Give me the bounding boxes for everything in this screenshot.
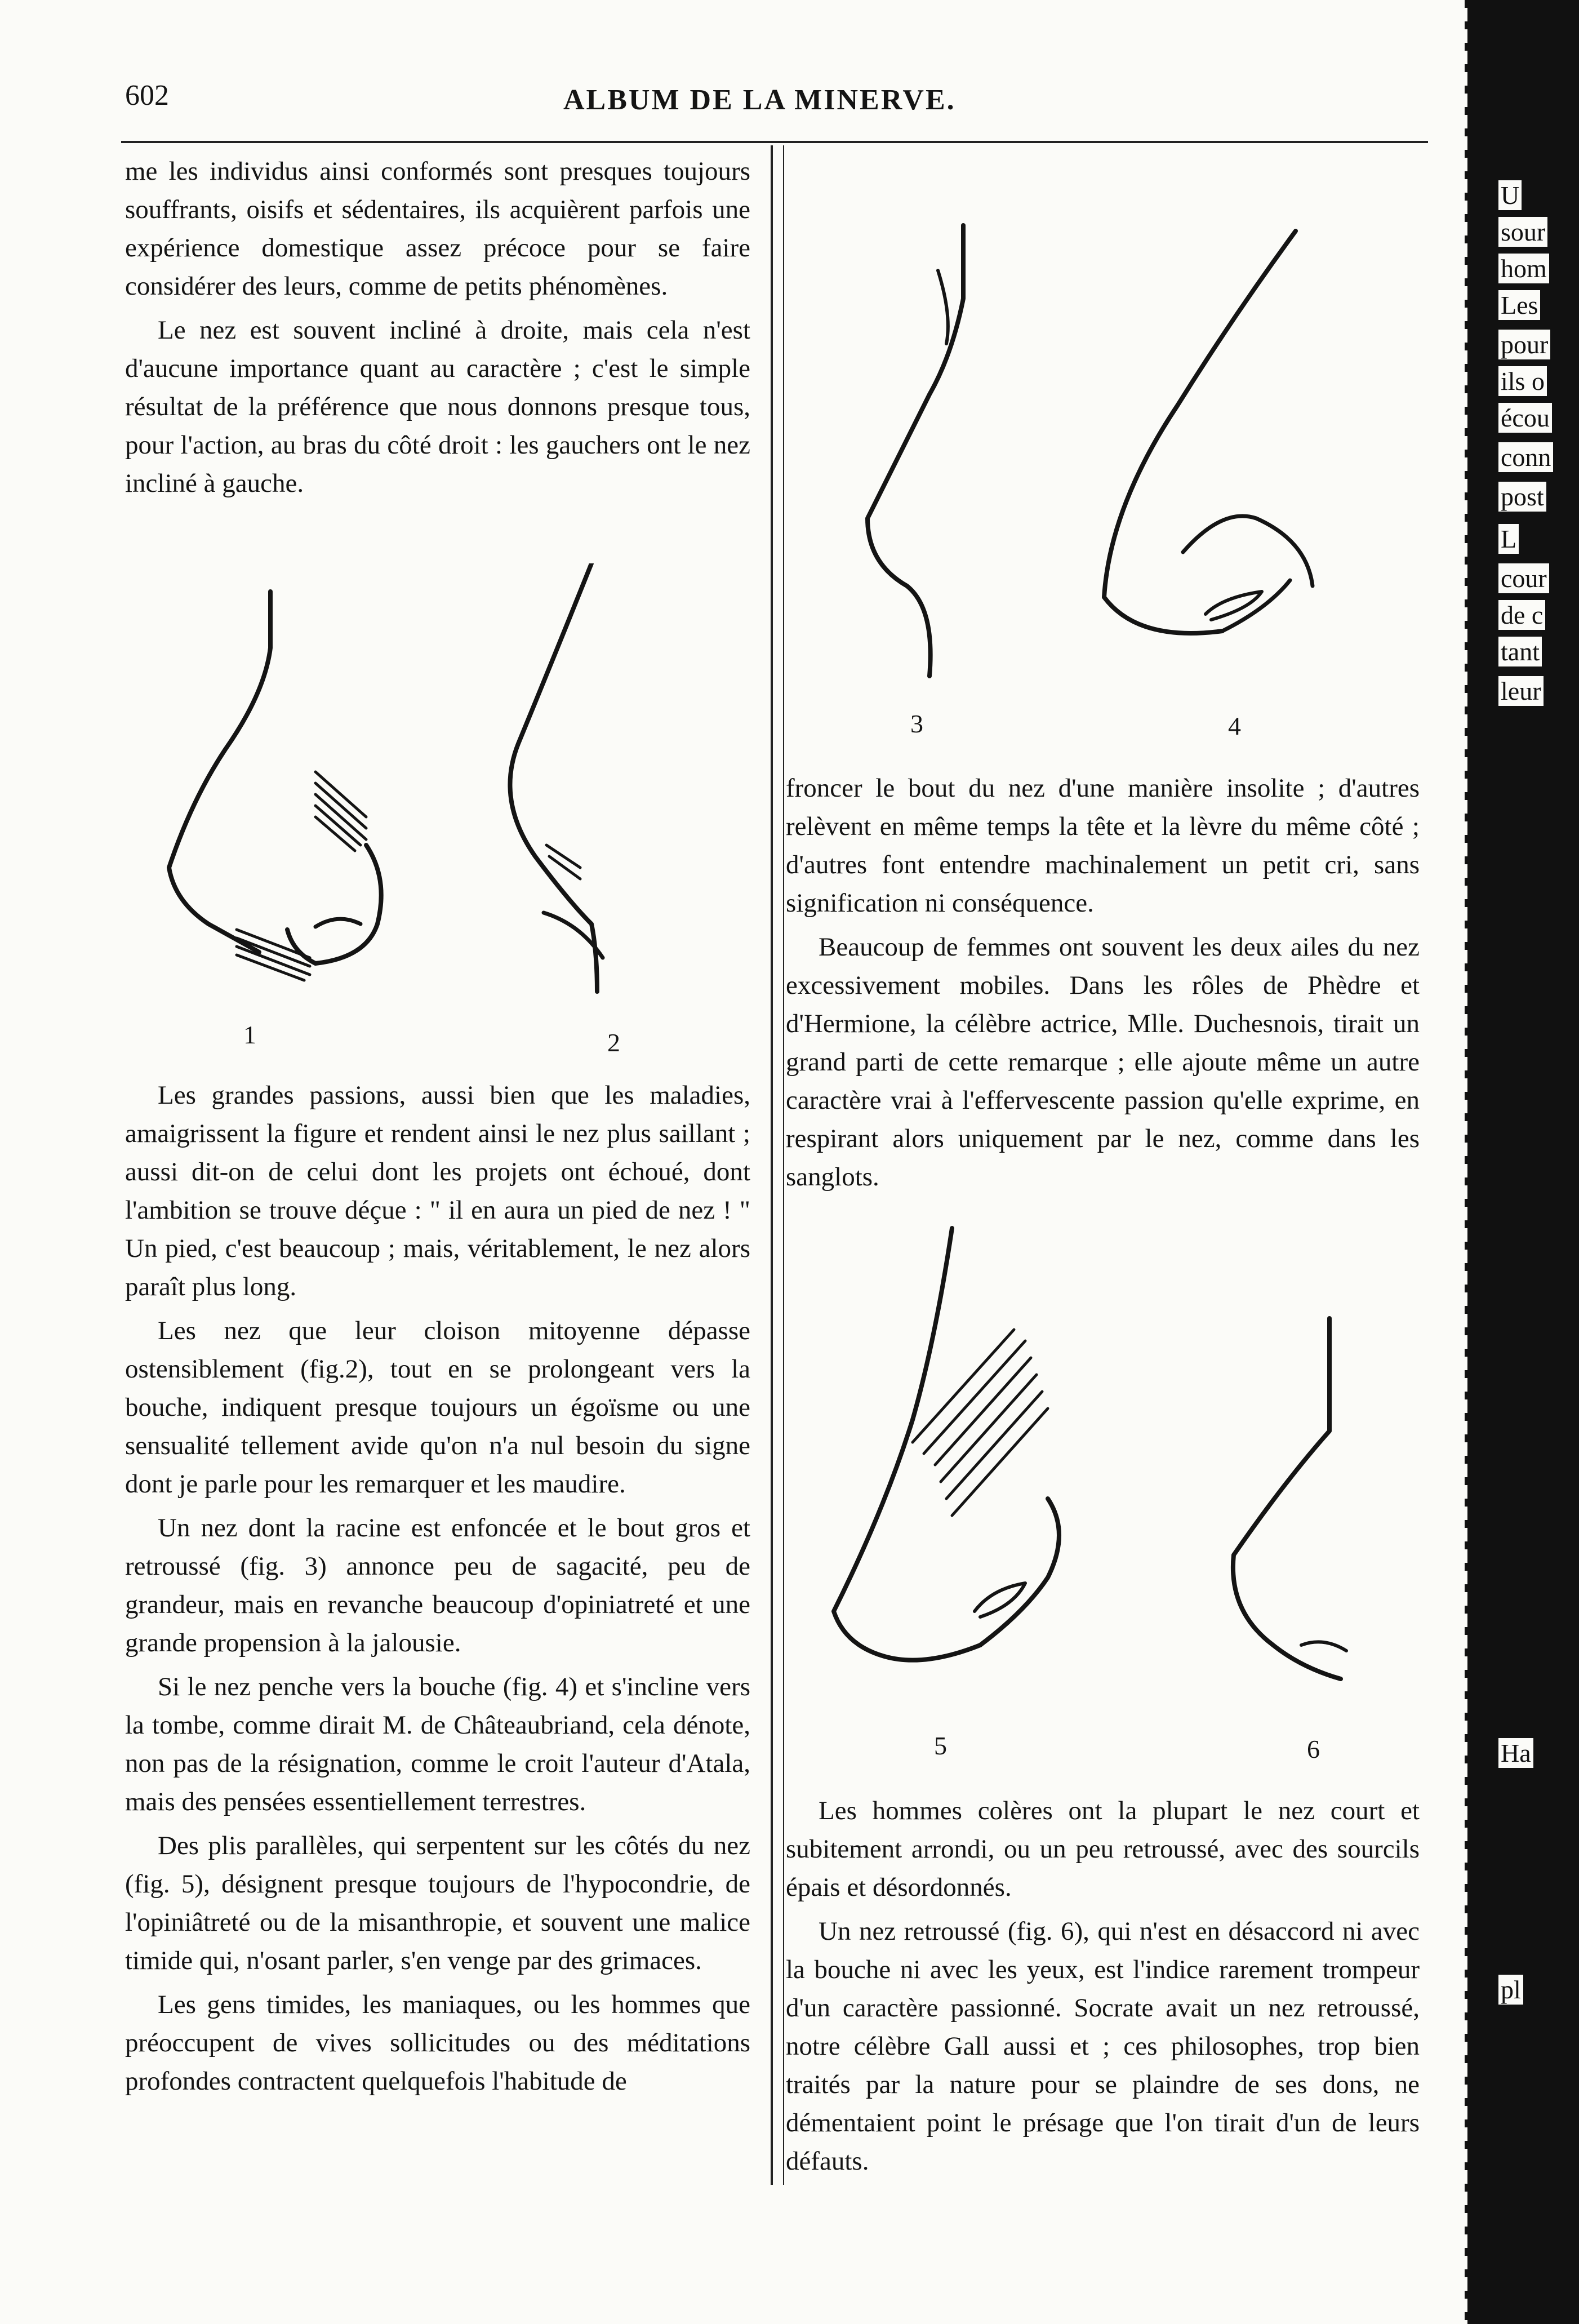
column-divider — [771, 145, 773, 2185]
paragraph: me les individus ainsi conformés sont presques toujours souffrants, oisifs et sédentaires, ils acquièrent parfois une expérience domestique assez précoce pour se faire considérer des leurs, comme de petits phénomènes. — [125, 157, 750, 301]
fig6-nostril-curl — [1301, 1642, 1346, 1651]
scan-noise — [1465, 0, 1471, 2324]
figure-label-4: 4 — [1228, 712, 1241, 740]
fig4-nostril-opening — [1206, 592, 1262, 620]
adjacent-page-fragment: pour — [1498, 330, 1550, 359]
fig5-hatching — [913, 1330, 1048, 1516]
figure-5-6-nose-drawings — [811, 1217, 1420, 1713]
fig2-profile-line — [510, 563, 597, 992]
paragraph: Si le nez penche vers la bouche (fig. 4) et s'incline vers la tombe, comme dirait M. de Châteaubriand, cela dénote, non pas de la résignation, comme le croit l'auteur d'Atala, mais des pensées essentiellement terrestres. — [125, 1672, 750, 1816]
paragraph: Les nez que leur cloison mitoyenne dépasse ostensiblement (fig.2), tout en se prolongeant vers la bouche, indiquent presque toujours un égoïsme ou une sensualité tellement avide qu'on n'a nul besoin du signe dont je parle pour les remarquer et les maudire. — [125, 1316, 750, 1499]
adjacent-page-fragment: post — [1498, 482, 1546, 512]
adjacent-page-fragment: Les — [1498, 290, 1540, 320]
running-head: ALBUM DE LA MINERVE. — [563, 84, 956, 116]
figure-1-2-nose-drawings — [130, 563, 727, 1048]
adjacent-page-fragment: tant — [1498, 637, 1542, 666]
paragraph: Les hommes colères ont la plupart le nez court et subitement arrondi, ou un peu retroussé, avec des sourcils épais et désordonnés. — [786, 1796, 1420, 1902]
fig1-nostril-line — [287, 845, 381, 963]
right-column-bottom — [786, 1792, 1420, 2186]
adjacent-page-fragment: cour — [1498, 563, 1549, 593]
adjacent-page-fragment: Ha — [1498, 1738, 1533, 1768]
column-divider-inner — [783, 145, 784, 2185]
adjacent-page-fragment: sour — [1498, 217, 1547, 247]
paragraph: Les gens timides, les maniaques, ou les hommes que préoccupent de vives sollicitudes ou des méditations profondes contractent quelquefois l'habitude de — [125, 1990, 750, 2096]
paragraph: Un nez dont la racine est enfoncée et le bout gros et retroussé (fig. 3) annonce peu de sagacité, peu de grandeur, mais en revanche beaucoup d'opiniatreté et une grande propension à la jalousie. — [125, 1513, 750, 1658]
figure-3-4-nose-drawings — [817, 214, 1425, 721]
fig4-alar-line — [1183, 516, 1313, 586]
fig6-profile-line — [1233, 1318, 1341, 1679]
fig3-bridge-mark — [938, 270, 948, 344]
figure-label-6: 6 — [1307, 1735, 1320, 1763]
left-column-bottom — [125, 1076, 750, 2106]
page-number: 602 — [125, 79, 169, 112]
paragraph: froncer le bout du nez d'une manière insolite ; d'autres relèvent en même temps la tête et la lèvre du même côté ; d'autres font entendre machinalement un petit cri, sans signification ni conséquence. — [786, 774, 1420, 918]
fig1-nostril-curl — [315, 919, 361, 927]
adjacent-page-fragment: U — [1498, 180, 1522, 210]
figure-label-5: 5 — [934, 1731, 947, 1760]
adjacent-page-fragment: ils o — [1498, 366, 1547, 396]
fig4-nostril-edge — [1222, 580, 1290, 631]
fig5-alar-line — [980, 1499, 1059, 1645]
adjacent-page-fragment: L — [1498, 524, 1519, 554]
paragraph: Beaucoup de femmes ont souvent les deux ailes du nez excessivement mobiles. Dans les rôles de Phèdre et d'Hermione, la célèbre actrice, Mlle. Duchesnois, tirait un grand parti de cette remarque ; elle ajoute même un autre caractère vrai à l'effervescente passion qu'elle exprime, en respirant alors uniquement par le nez, comme dans les sanglots. — [786, 932, 1420, 1192]
header-rule — [121, 141, 1428, 143]
fig3-profile-line — [868, 225, 963, 676]
figure-label-1: 1 — [243, 1020, 256, 1049]
paragraph: Les grandes passions, aussi bien que les maladies, amaigrissent la figure et rendent ainsi le nez plus saillant ; aussi dit-on de celui dont les projets ont échoué, dont l'ambition se trouve déçue : " il en aura un pied de nez ! " Un pied, c'est beaucoup ; mais, véritablement, le nez alors paraît plus long. — [125, 1081, 750, 1301]
figure-label-3: 3 — [910, 709, 923, 738]
adjacent-page-fragment: écou — [1498, 403, 1552, 433]
left-column-top — [125, 152, 750, 508]
adjacent-page-fragment: de c — [1498, 600, 1545, 630]
adjacent-page-fragment: hom — [1498, 254, 1549, 283]
paragraph: Des plis parallèles, qui serpentent sur les côtés du nez (fig. 5), désignent presque toujours de l'hypocondrie, de l'opiniâtreté ou de la misanthropie, et souvent une malice timide qui, n'osant parler, s'en venge par des grimaces. — [125, 1831, 750, 1975]
adjacent-page-fragment: leur — [1498, 676, 1544, 706]
fig2-hatching — [546, 845, 580, 879]
paragraph: Le nez est souvent incliné à droite, mais cela n'est d'aucune importance quant au caractère ; c'est le simple résultat de la préférence que nous donnons presque tous, pour l'action, au bras du côté droit : les gauchers ont le nez incliné à gauche. — [125, 316, 750, 498]
paragraph: Un nez retroussé (fig. 6), qui n'est en désaccord ni avec la bouche ni avec les yeux, est l'indice rarement trompeur d'un caractère passionné. Socrate avait un nez retroussé, notre célèbre Gall aussi et ; ces philosophes, trop bien traités par la nature pour se plaindre de ses dons, ne démentaient point le présage que l'on tirait d'un de leurs défauts. — [786, 1917, 1420, 2176]
adjacent-page-fragment: pl — [1498, 1975, 1523, 2005]
fig1-profile-line — [169, 592, 270, 952]
figure-label-2: 2 — [607, 1028, 620, 1057]
fig4-profile-line — [1104, 231, 1296, 633]
right-column-middle — [786, 769, 1420, 1202]
adjacent-page-fragment: conn — [1498, 442, 1553, 472]
fig5-profile-line — [834, 1228, 980, 1660]
